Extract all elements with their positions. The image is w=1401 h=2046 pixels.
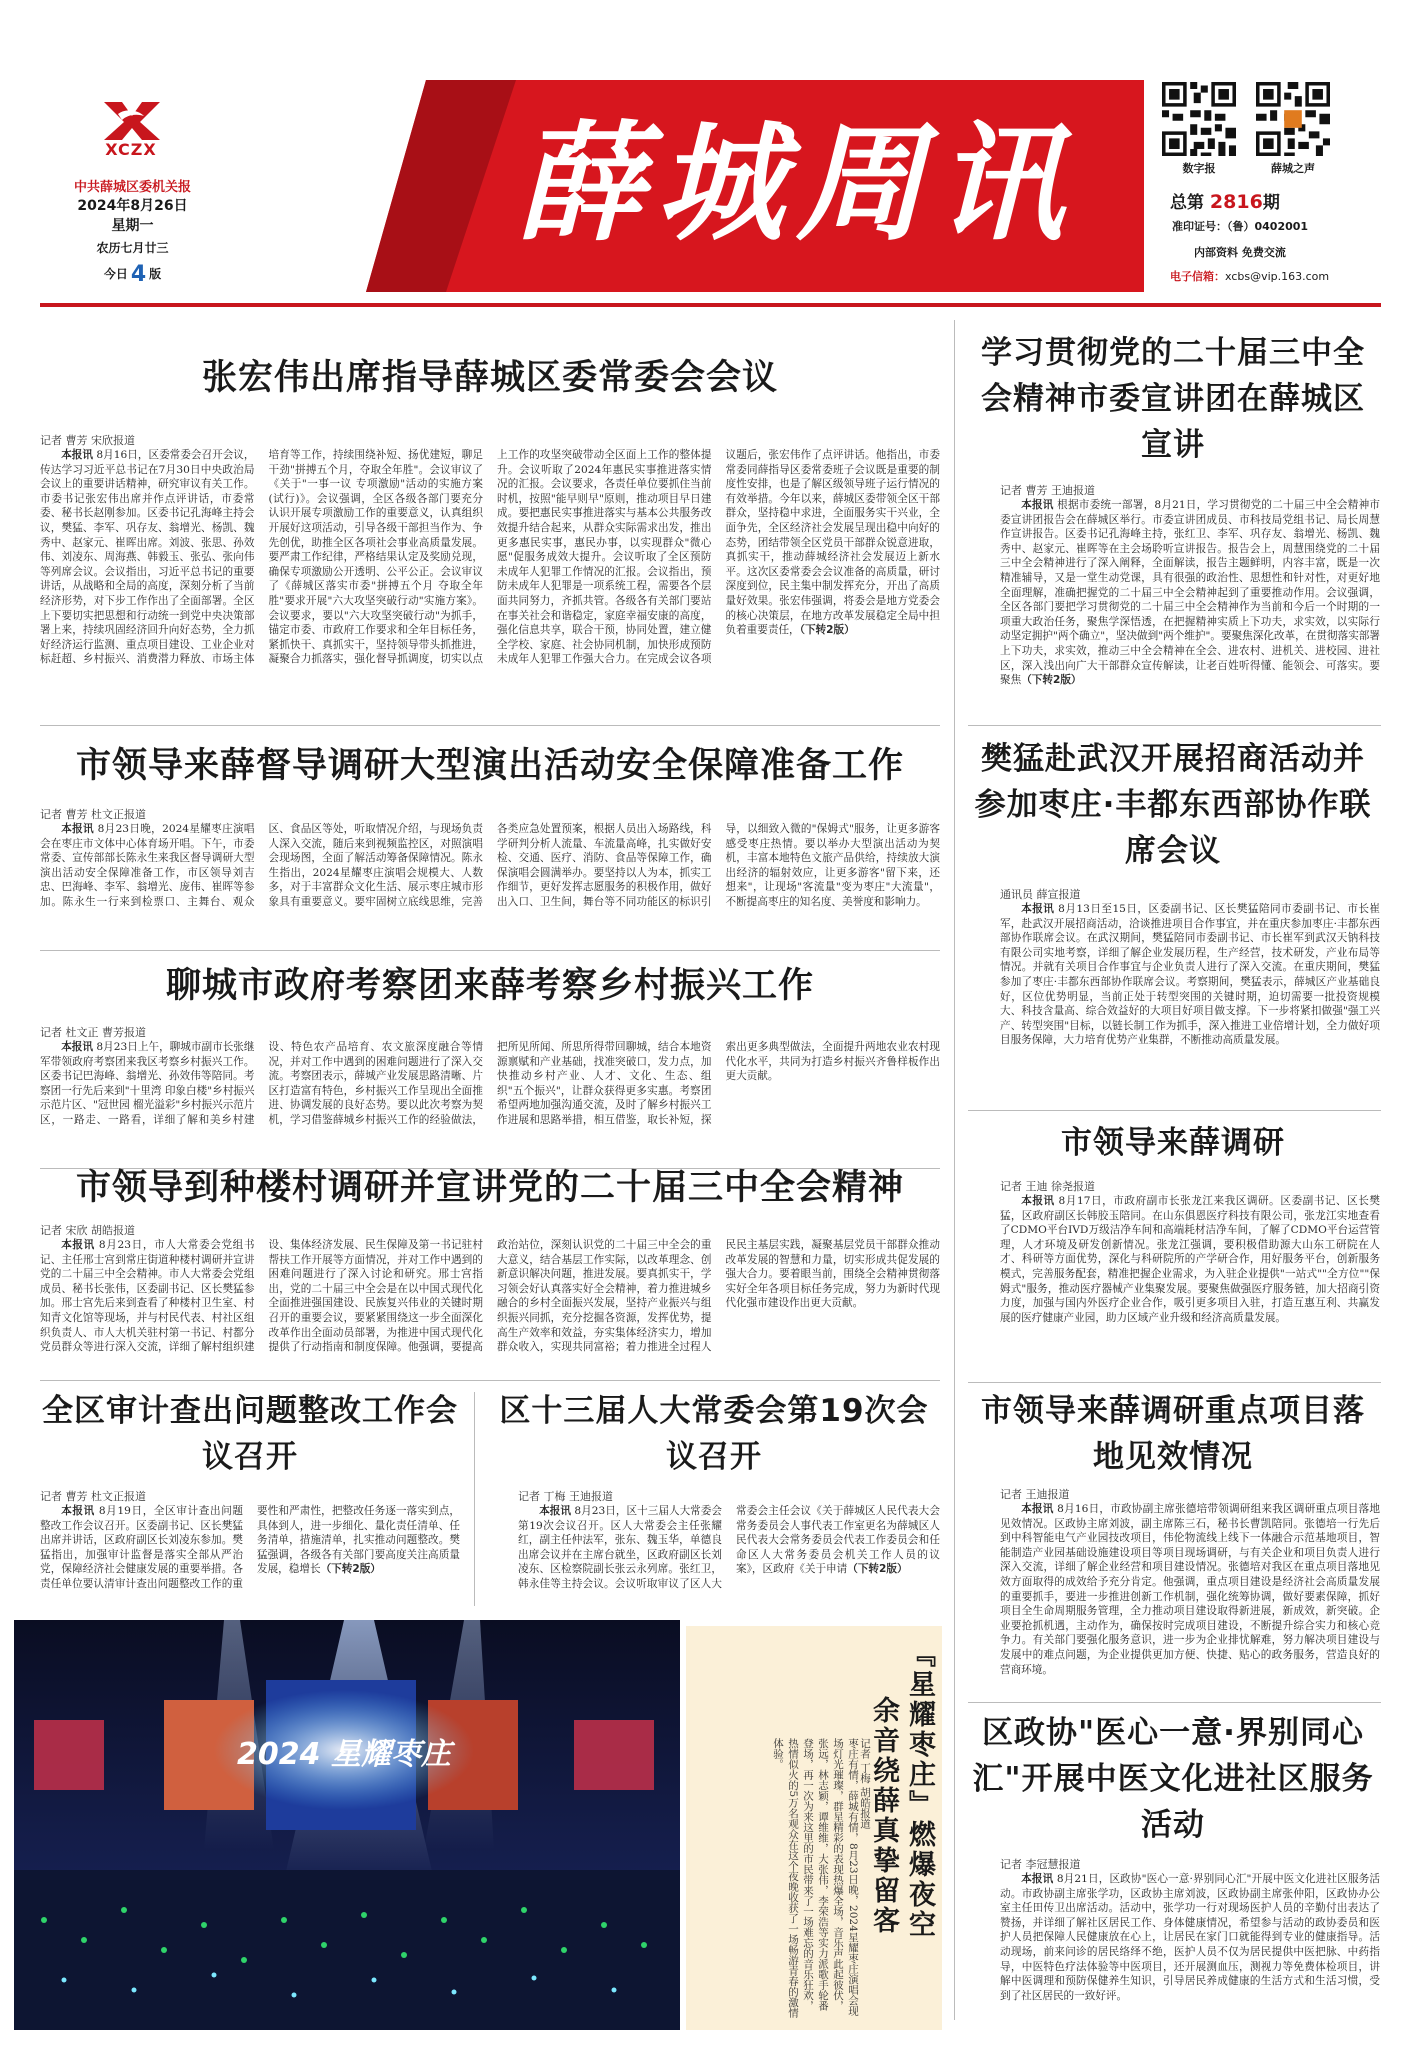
continued-note[interactable]: （下转2版） (847, 1563, 908, 1576)
issue-number (1170, 188, 1280, 213)
issue-prefix: 总第 (1170, 193, 1204, 213)
article-title-2[interactable]: 学习贯彻党的二十届三中全会精神市委宣讲团在薛城区宣讲 (981, 335, 1365, 463)
section-divider (968, 1702, 1381, 1703)
email-address[interactable]: xcbs@vip.163.com (1225, 270, 1330, 283)
column-divider (474, 1392, 475, 1606)
lead-mark: 本报讯 (61, 1041, 94, 1053)
registration-number: 准印证号：（鲁）0402001 (1172, 220, 1309, 233)
publication-date (40, 196, 225, 236)
body-text: 8月23日，市人大常委会党组书记、主任邢士宫到常庄街道种楼村调研并宣讲党的二十届三中全会精神。市人大常委会党组成员、秘书长张伟，区委副书记、区长樊猛参加。邢士宫先后来到查看了种楼村卫生室、村知青文化馆等现场，并与村民代表、村社区组织负责人、市人大机关驻村第一书记、村都分党员群众等进行深入交流，详细了解村组织建设、集体经济发展、民生保障及第一书记驻村帮扶工作开展等方面情况，并对工作中遇到的困难问题进行了深入讨论和研究。邢士宫指出，党的二十届三中全会是在以中国式现代化全面推进强国建设、民族复兴伟业的关键时期召开的重要会议，要紧紧围绕这一步全面深化改革作出全面动员部署，为推进中国式现代化提供了行动指南和制度保障。他强调，要提高政治站位，深刻认识党的二十届三中全会的重大意义，结合基层工作实际，以改革理念、创新意识解决问题，推进发展。要真抓实干，学习领会好认真落实好全会精神，着力推进城乡融合的乡村全面振兴发展，坚持产业振兴与组织振兴同抓，充分挖掘各资源，发挥优势，提高生产效率和效益，夯实集体经济实力，增加群众收入，实现共同富裕；着力推进全过程人民民主基层实践，凝聚基层党员干部群众推动改革发展的智慧和力量，切实形成共促发展的强大合力。要着眼当前，围绕全会精神贯彻落实好全年各项目标任务完成，努力为新时代现代化强市建设作出更大贡献。 (40, 1239, 940, 1354)
article-body-7 (40, 1238, 940, 1370)
article-byline-1: 记者 曹芳 宋欣报道 (40, 434, 135, 447)
masthead-banner (366, 80, 1144, 292)
lead-mark: 本报讯 (1021, 1873, 1054, 1885)
body-text: 8月21日，区政协"医心一意·界别同心汇"开展中医文化进社区服务活动。市政协副主席张学功，区政协主席刘波，区政协副主席张仲阳，区政协办公室主任田传卫出席活动。活动中，张学功一行对现场医护人员的辛勤付出表达了赞扬，并详细了解社区居民工作、身体健康情况，希望参与活动的政协委员和医护人员把保障人民健康放在心上，让居民在家门口就能得到专业的健康指导。活动现场，前来问诊的居民络绎不绝，医护人员不仅为居民提供中医把脉、中药指导，中医特色疗法体验等中医项目，还开展测血压，测视力等免费体检项目，讲解中医调理和预防保健养生知识，引导居民养成健康的生活方式和生活习惯，受到了社区居民的一致好评。 (1000, 1873, 1380, 2002)
section-divider (968, 1382, 1381, 1383)
lead-mark: 本报讯 (1021, 1503, 1054, 1515)
article-title-9[interactable]: 区十三届人大常委会第19次会议召开 (499, 1393, 929, 1475)
article-byline-4: 通讯员 薛宣报道 (1000, 888, 1081, 901)
lead-mark: 本报讯 (61, 449, 94, 461)
feature-panel (686, 1626, 942, 2030)
article-byline-9: 记者 丁梅 王迪报道 (518, 1490, 613, 1503)
article-byline-5: 记者 杜文正 曹芳报道 (40, 1026, 146, 1039)
lunar-date: 农历七月廿三 (96, 241, 169, 255)
feature-title-2[interactable]: 余音绕薛真挚留客 (868, 1696, 899, 1936)
lead-mark: 本报讯 (61, 1239, 95, 1251)
lead-mark: 本报讯 (61, 1505, 95, 1517)
continued-note[interactable]: （下转2版） (799, 624, 855, 637)
date: 2024年8月26日 (77, 198, 188, 214)
continued-note[interactable]: （下转2版） (1021, 674, 1082, 687)
article-byline-3: 记者 曹芳 杜文正报道 (40, 808, 146, 821)
section-divider (40, 950, 940, 951)
article-title-3[interactable]: 市领导来薛督导调研大型演出活动安全保障准备工作 (75, 746, 904, 786)
stage-screen-text: 2024 星耀枣庄 (237, 1737, 451, 1772)
email-line (1170, 268, 1329, 284)
issue-num: 2816 (1209, 191, 1263, 213)
body-text: 8月23日上午，聊城市副市长张继军带领政府考察团来我区考察乡村振兴工作。区委书记巴海峰、翁增光、孙效伟等陪同。考察团一行先后来到"十里湾 印象白楼"乡村振兴示范片区、"冠世园 榴光溢彩"乡村振兴示范片区，一路走、一路看，详细了解和美乡村建设、特色农产品培育、农文旅深度融合等情况，并对工作中遇到的困难问题进行了深入交流。考察团表示，薛城产业发展思路清晰、片区打造富有特色，乡村振兴工作呈现出全面推进、协调发展的良好态势。要以此次考察为契机，学习借鉴薛城乡村振兴工作的经验做法，把所见所闻、所思所得带回聊城，结合本地资源禀赋和产业基础，找准突破口，发力点，加快推动乡村产业、人才、文化、生态、组织"五个振兴"，让群众获得更多实惠。考察团希望两地加强沟通交流，及时了解乡村振兴工作进展和思路举措，相互借鉴，取长补短，探索出更多典型做法，全面提升两地农业农村现代化水平，共同为打造乡村振兴齐鲁样板作出更大贡献。 (40, 1041, 940, 1126)
qr-label-voice: 薛城之声 (1271, 162, 1315, 175)
article-body-9 (518, 1504, 940, 1606)
article-byline-6: 记者 王迪 徐尧报道 (1000, 1180, 1095, 1193)
section-divider (968, 725, 1381, 726)
section-divider (40, 1380, 940, 1381)
lead-mark: 本报讯 (1021, 903, 1055, 915)
concert-photo[interactable] (14, 1620, 680, 2030)
article-byline-10: 记者 王迪报道 (1000, 1488, 1070, 1501)
newspaper-logo (98, 98, 164, 142)
feature-title-1[interactable]: 『星耀枣庄』燃爆夜空 (904, 1640, 935, 1940)
issue-suffix: 期 (1262, 193, 1280, 213)
continued-note[interactable]: （下转2版） (320, 1563, 381, 1576)
qr-label-digital: 数字报 (1182, 162, 1216, 175)
article-body-10 (1000, 1502, 1380, 1692)
article-body-4 (1000, 902, 1380, 1100)
feature-byline: 记者 丁梅 胡皓报道 (859, 1738, 871, 1829)
pages-suffix: 版 (149, 267, 162, 281)
article-title-1[interactable]: 张宏伟出席指导薛城区委常委会会议 (201, 358, 778, 398)
pages-prefix: 今日 (103, 267, 128, 281)
article-body-1 (40, 448, 940, 708)
page-count (40, 262, 225, 287)
article-title-10[interactable]: 市领导来薛调研重点项目落地见效情况 (981, 1393, 1365, 1475)
article-body-6 (1000, 1194, 1380, 1372)
section-divider (968, 1110, 1381, 1111)
masthead-rule (40, 303, 1381, 307)
body-text: 8月23日晚，2024星耀枣庄演唱会在枣庄市文体中心体育场开唱。下午，市委常委、宣传部部长陈永生来我区督导调研大型演出活动安全保障准备工作，市区领导刘吉忠、巴海峰、李军、翁增光、庞伟、崔晖等参加。陈永生一行来到检票口、主舞台、观众区、食品区等处，听取情况介绍，与现场负责人深入交流，随后来到视频监控区，对照演唱会现场图，全面了解活动筹备保障情况。陈永生指出，2024星耀枣庄演唱会规模大、人数多，对于丰富群众文化生活、展示枣庄城市形象具有重要意义。要牢固树立底线思维，完善各类应急处置预案，根据人员出入场路线，科学研判分析人流量、车流量高峰，扎实做好安检、交通、医疗、消防、食品等保障工作，确保演唱会圆满举办。要坚持以人为本，抓实工作细节，更好发挥志愿服务的积极作用，做好出入口、卫生间，舞台等不同功能区的标识引导，以细致入微的"保姆式"服务，让更多游客感受枣庄热情。要以举办大型演出活动为契机，丰富本地特色文旅产品供给，持续放大演出经济的辐射效应，让更多游客"留下来，还想来"，让现场"客流量"变为枣庄"大流量"，不断提高枣庄的知名度、美誉度和影响力。 (40, 823, 940, 908)
lead-mark: 本报讯 (1021, 1195, 1055, 1207)
logo-code: XCZX (105, 140, 157, 159)
article-title-5[interactable]: 聊城市政府考察团来薛考察乡村振兴工作 (165, 966, 814, 1006)
body-text: 根据市委统一部署，8月21日，学习贯彻党的二十届三中全会精神市委宣讲团报告会在薛城区举行。市委宣讲团成员、市科技局党组书记、局长周慧作宣讲报告。区委书记孔海峰主持，张红卫、李军、巩存友、翁增光、杨凯、魏秀中、赵家元、崔晖等在主会场聆听宣讲报告。报告会上，周慧围绕党的二十届三中全会精神进行了深入阐释，全面解读，报告主题鲜明，内容丰富，既是一次精准辅导，又是一堂生动党课，具有很强的政治性、思想性和针对性，对更好地全面理解，准确把握党的二十届三中全会精神起到了重要推动作用。会议强调，全区各部门要把学习贯彻党的二十届三中全会精神作为当前和今后一个时期的一项重大政治任务，聚焦学深悟透，在把握精神实质上下功夫，求实效，以实际行动坚定拥护"两个确立"，坚决做到"两个维护"。要聚焦深化改革，在贯彻落实部署上下功夫，求实效，推动三中全会精神在全会、进农村、进机关、进校园、进社区，深入浅出向广大干部群众宣传解读，让老百姓听得懂、能领会、可落实。要聚焦 (1000, 499, 1380, 687)
article-body-2 (1000, 498, 1380, 712)
body-text: 8月16日，区委常委会召开会议，传达学习习近平总书记在7月30日中央政治局会议上的重要讲话精神，研究审议有关工作。市委书记张宏伟出席并作点评讲话，市委常委、秘书长赵刚参加。区委书记孔海峰主持会议，樊猛、李军、巩存友、翁增光、杨凯、魏秀中、赵家元、崔晖出席。刘波、张思、孙效伟、刘凌东、周海燕、韩毅玉、张弘、张向伟等列席会议。会议指出，习近平总书记的重要讲话，从战略和全局的高度，深刻分析了当前经济形势，对下步工作作出了全面部署。全区上下要切实把思想和行动统一到党中央决策部署上来，持续巩固经济回升向好态势，全力抓好经济运行监测、重点项目建设、工业企业对标赶超、乡村振兴、消费潜力释放、市场主体培育等工作，持续围绕补短、扬优建短，聊足干劲"拼搏五个月，夺取全年胜"。会议审议了《关于"一事一议 专项激励"活动的实施方案(试行)》。会议强调，全区各级各部门要充分认识开展专项激励工作的重要意义，认真组织开展好这项活动，引导各级干部担当作为、争先创优，助推全区各项社会事业高质量发展。要严肃工作纪律，严格结果认定及奖励兑现，确保专项激励公开透明、公平公正。会议审议了《薛城区落实市委"拼搏五个月 夺取全年胜"要求开展"六大攻坚突破行动"实施方案》。会议要求，要以"六大攻坚突破行动"为抓手，锚定市委、市政府工作要求和全年目标任务，紧抓快干、真抓实干，坚持领导带头抓推进，凝聚合力抓落实，强化督导抓调度，切实以点上工作的攻坚突破带动全区面上工作的整体提升。会议听取了2024年惠民实事推进落实情况的汇报。会议要求，各责任单位要抓住当前时机，按照"能早则早"原则，推动项目早日建成。要把惠民实事推进落实与基本公共服务改效提升结合起来，从群众实际需求出发，推出更多惠民实事，惠民办事，以实现群众"微心愿"促服务成效大提升。会议听取了全区预防未成年人犯罪工作情况的汇报。会议指出，预防未成年人犯罪是一项系统工程，需要各个层面共同努力，齐抓共管。各级各有关部门要站在事关社会和谐稳定，家庭幸福安康的高度，强化信息共享，联合干预，协同处置，建立健全学校、家庭、社会协同机制，加快形成预防未成年人犯罪工作强大合力。在完成会议各项议题后，张宏伟作了点评讲话。他指出，市委常委同薛指导区委常委班子会议既是重要的制度性安排，也是了解区级领导班子运行情况的有效举措。今年以来，薛城区委带领全区干部群众，坚持稳中求进，全面服务实干兴业，全面争先，全区经济社会发展呈现出稳中向好的态势，团结带领全区党员干部群众锐意进取，真抓实干，推动薛城经济社会发展迈上新水平。这次区委常委会会议准备的高质量，研讨深度到位，民主集中制发挥充分，开出了高质量好效果。张宏伟强调，将委会是地方党委会的核心决策层，在地方改革发展稳定全局中担负着重要责任， (40, 449, 940, 666)
article-byline-2: 记者 曹芳 王迪报道 (1000, 484, 1095, 497)
body-text: 8月23日，区十三届人大常委会第19次会议召开。区人大常委会主任张耀红，副主任仲法军，张东、魏玉华，单德良出席会议并在主席台就坐，区政府副区长刘凌东、区检察院副长张云永列席。张红卫，韩永佳等主持会议。会议听取审议了区人大常委会主任会议《关于薛城区人民代表大会常务委员会人事代表工作室更名为薛城区人民代表大会常务委员会代表工作委员会和任命区人大常务委员会机关工作人员的议案》，区政府《关于申请 (518, 1505, 940, 1590)
internal-note: 内部资料 免费交流 (1194, 246, 1286, 259)
sponsor-label: 中共薛城区委机关报 (73, 180, 191, 195)
article-body-5 (40, 1040, 940, 1158)
lead-mark: 本报讯 (539, 1505, 572, 1517)
section-divider (40, 725, 940, 726)
weekday: 星期一 (111, 218, 154, 234)
body-text: 8月17日，市政府副市长张龙江来我区调研。区委副书记、区长樊猛，区政府副区长韩胶玉陪同。在山东俱恩医疗科技有限公司，张龙江实地查看了CDMO平台IVD万级洁净车间和高端耗材洁净车间，了解了CDMO平台运营管理，人才环境及研发创新情况。张龙江强调，要积极借助源大山东工研院在人才、科研等方面优势，深化与科研院所的产学研合作，用好服务平台，创新服务模式，完善服务配套，精准把握企业需求，为入驻企业提供"一站式""全方位""保姆式"服务，推动医疗器械产业集聚发展。要聚焦做强医疗服务链，加大招商引资力度，加强与国内外医疗企业合作，吸引更多项目入驻，打造互惠互利、共赢发展的医疗健康产业园，助力区域产业升级和经济高质量发展。 (1000, 1195, 1380, 1324)
pages-num: 4 (130, 262, 147, 287)
body-text: 8月13日至15日，区委副书记、区长樊猛陪同市委副书记、市长崔军，赴武汉开展招商活动，洽谈推进项目合作事宜，并在重庆参加枣庄·丰都东西部协作联席会议。在武汉期间，樊猛陪同市委副书记、市长崔军到武汉天钠科技有限公司实地考察，详细了解企业发展历程，生产经营，技术研发，产业布局等情况。并就有关项目合作事宜与企业负责人进行了深入交流。在重庆期间，樊猛参加了枣庄·丰都东西部协作联席会议。考察期间，樊猛表示，薛城区产业基础良好，区位优势明显，当前正处于转型突围的关键时期，迫切需要一批投资规模大、科技含量高、综合效益好的大项目好项目做支撑。下一步将紧扣做强"强工兴产、转型突围"目标，以链长制工作为抓手，深入推进工业倍增计划，全力做好项目服务保障，大力培育优势产业集群，不断推动高质量发展。 (1000, 903, 1380, 1047)
article-title-7[interactable]: 市领导到种楼村调研并宣讲党的二十届三中全会精神 (75, 1168, 904, 1208)
article-title-4[interactable]: 樊猛赴武汉开展招商活动并参加枣庄·丰都东西部协作联席会议 (974, 741, 1372, 869)
lead-mark: 本报讯 (1021, 499, 1054, 511)
paper-name: 薛城周讯 (515, 109, 1077, 259)
qr-code-voice[interactable] (1256, 82, 1330, 156)
body-text: 8月19日，全区审计查出问题整改工作会议召开。区委副书记、区长樊猛出席并讲话，区政府副区长刘凌东参加。樊猛指出，加强审计监督是落实全部从严治党，保障经济社会健康发展的重要举措。各责任单位要认清审计查出问题整改工作的重要性和严肃性，把整改任务逐一落实到点，具体到人，进一步细化、量化责任清单、任务清单，措施清单，扎实推动问题整改。樊猛强调，各级各有关部门要高度关注高质量发展，稳增长 (40, 1505, 460, 1590)
article-byline-8: 记者 曹芳 杜文正报道 (40, 1490, 146, 1503)
article-byline-11: 记者 李冠慧报道 (1000, 1858, 1081, 1871)
article-body-3 (40, 822, 940, 940)
lead-mark: 本报讯 (61, 823, 94, 835)
qr-code-digital[interactable] (1162, 82, 1236, 156)
feature-body: 枣庄有情，薛城有情，8月23日晚，2024星耀枣庄演唱会现场灯光璀璨，群星精彩的表现热爆全场，音乐声此起彼伏，张远，林志颖，谭维维，大张伟，李荣浩等实力派歌手轮番登场，再一次为来这里的市民带来了一场难忘的音乐狂欢，热情似火的5万名观众在这个夜晚收获了一场畅游青春的激情体验。 (772, 1738, 859, 2018)
article-byline-7: 记者 宋欣 胡皓报道 (40, 1224, 135, 1237)
article-body-8 (40, 1504, 460, 1606)
article-title-6[interactable]: 市领导来薛调研 (1061, 1125, 1285, 1161)
article-title-8[interactable]: 全区审计查出问题整改工作会议召开 (42, 1393, 458, 1475)
email-label: 电子信箱： (1170, 270, 1225, 283)
article-body-11 (1000, 1872, 1380, 2030)
article-title-11[interactable]: 区政协"医心一意·界别同心汇"开展中医文化进社区服务活动 (972, 1715, 1374, 1843)
column-divider (954, 320, 955, 2020)
body-text: 8月16日，市政协副主席张德培带领调研组来我区调研重点项目落地见效情况。区政协主席刘波，副主席陈三石，秘书长曹凯陪同。张德培一行先后到中科智能电气产业园技改项目，伟伦物流线上线下一体融合示范基地项目，智能制造产业园基础设施建设项目等项目现场调研，与有关企业和项目负责人进行深入交流，详细了解企业经营和项目建设情况。张德培对我区在重点项目落地见效方面取得的成效给予充分肯定。他强调，重点项目建设是经济社会高质量发展的重要抓手，要进一步推进创新工作机制，强化统筹协调，做好要素保障，抓好项目全生命周期服务管理，全力推动项目建设取得新进展，新成效，新突破。企业要抢抓机遇，主动作为，确保按时完成项目建设，不断提升综合实力和核心竞争力。有关部门要强化服务意识，进一步为企业排忧解难，努力解决项目建设与发展中的难点问题，为企业提供更加方便、快捷、贴心的政务服务，营造良好的营商环境。 (1000, 1503, 1380, 1676)
